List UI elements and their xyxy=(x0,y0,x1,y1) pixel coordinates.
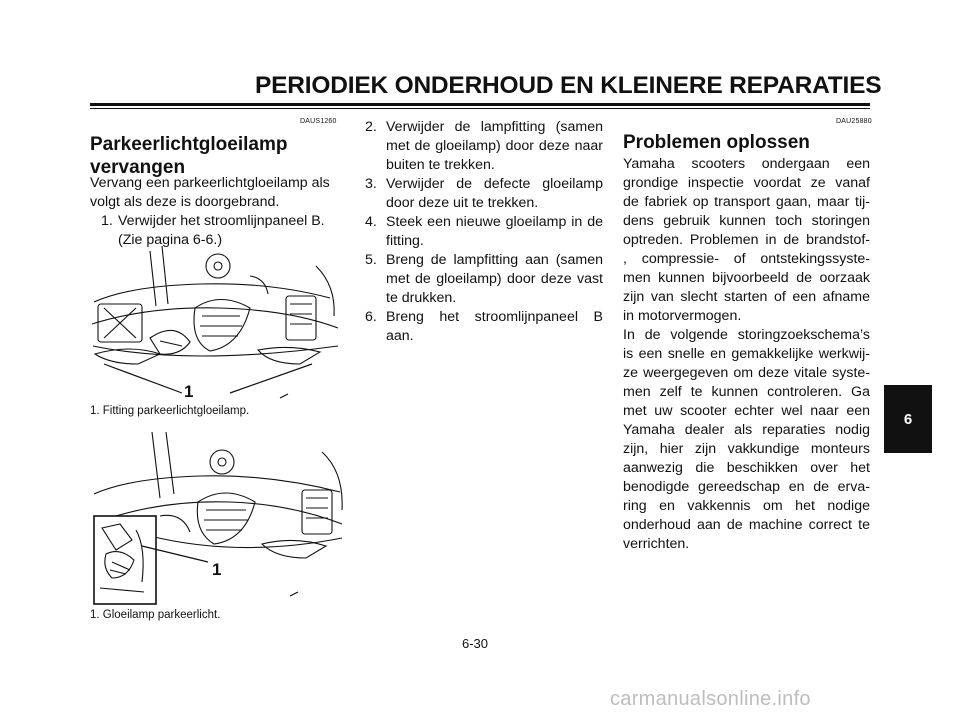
watermark: carmanualsonline.info xyxy=(610,688,811,710)
page-number: 6-30 xyxy=(462,636,489,651)
step5-line3: te drukken. xyxy=(386,290,457,306)
troubleshooting-line: zijn van slecht starten of een afname xyxy=(623,289,870,305)
step5-number: 5. xyxy=(365,252,377,268)
section-heading-left-line2: vervangen xyxy=(90,157,186,178)
intro-line1: Vervang een parkeerlichtgloeilamp als xyxy=(90,175,330,191)
figure2-caption: 1. Gloeilamp parkeerlicht. xyxy=(90,609,221,621)
troubleshooting-line: ring en vakkennis om het nodige xyxy=(623,498,870,514)
troubleshooting-line: , compressie- of ontstekingssyste- xyxy=(623,251,870,267)
step1-number: 1. xyxy=(101,213,113,229)
troubleshooting-line: zijn, hier zijn vakkundige monteurs xyxy=(623,441,870,457)
step2-number: 2. xyxy=(365,119,377,135)
figure2-callout: 1 xyxy=(212,560,222,579)
troubleshooting-line: in motorvermogen. xyxy=(623,308,742,324)
troubleshooting-line: Yamaha scooters ondergaan een xyxy=(623,156,870,172)
step5-line1: Breng de lampfitting aan (samen xyxy=(386,252,603,268)
step3-line2: door deze uit te trekken. xyxy=(386,195,539,211)
figure-parking-light-bulb xyxy=(90,432,350,607)
troubleshooting-line: aanwezig die beschikken over het xyxy=(623,460,870,476)
troubleshooting-line: In de volgende storingzoekschema’s xyxy=(623,327,870,343)
step6-number: 6. xyxy=(365,309,377,325)
troubleshooting-line: ze weergegeven om deze vitale syste- xyxy=(623,365,870,381)
step3 xyxy=(365,175,603,213)
header-rule-thin xyxy=(90,108,870,109)
step2-line3: buiten te trekken. xyxy=(386,157,495,173)
figure1-callout: 1 xyxy=(184,382,194,401)
troubleshooting-line: optreden. Problemen in de brandstof- xyxy=(623,232,870,248)
section-code-right: DAU25880 xyxy=(836,118,872,125)
header-rule xyxy=(90,103,870,106)
troubleshooting-line: is een snelle en gemakkelijke werkwij- xyxy=(623,346,870,362)
section-code-left: DAUS1260 xyxy=(300,118,337,125)
step6-line2: aan. xyxy=(386,328,414,344)
figure-parking-light-fitting xyxy=(90,246,340,404)
troubleshooting-line: men kunnen bijvoorbeeld de oorzaak xyxy=(623,270,870,286)
chapter-tab xyxy=(884,385,932,453)
step1-line1: Verwijder het stroomlijnpaneel B. xyxy=(118,213,325,229)
step2 xyxy=(365,118,603,175)
step1-line2: (Zie pagina 6-6.) xyxy=(118,232,223,248)
step4-line1: Steek een nieuwe gloeilamp in de xyxy=(386,214,603,230)
step4-number: 4. xyxy=(365,214,377,230)
figure1-caption: 1. Fitting parkeerlichtgloeilamp. xyxy=(90,405,250,417)
step6 xyxy=(365,308,603,346)
step3-line1: Verwijder de defecte gloeilamp xyxy=(386,176,603,192)
chapter-tab-label: 6 xyxy=(903,410,913,428)
troubleshooting-line: met uw scooter echter wel naar een xyxy=(623,403,870,419)
step5-line2: met de gloeilamp) door deze vast xyxy=(386,271,603,287)
intro-line2: volgt als deze is doorgebrand. xyxy=(90,194,280,210)
step4-line2: fitting. xyxy=(386,233,424,249)
step2-line1: Verwijder de lampfitting (samen xyxy=(386,119,603,135)
step2-line2: met de gloeilamp) door deze naar xyxy=(386,138,603,154)
section-heading-left-line1: Parkeerlichtgloeilamp xyxy=(90,134,288,155)
troubleshooting-paragraph xyxy=(623,155,870,554)
troubleshooting-line: Yamaha dealer als reparaties nodig xyxy=(623,422,870,438)
troubleshooting-line: onderhoud aan de machine correct te xyxy=(623,517,870,533)
troubleshooting-line: verrichten. xyxy=(623,536,690,552)
troubleshooting-line: grondige inspectie voordat ze vanaf xyxy=(623,175,870,191)
section-heading-right: Problemen oplossen xyxy=(623,132,810,153)
troubleshooting-line: dens gebruik kunnen toch storingen xyxy=(623,213,870,229)
page-header-title: PERIODIEK ONDERHOUD EN KLEINERE REPARATIES xyxy=(255,72,882,99)
step5 xyxy=(365,251,603,308)
step4 xyxy=(365,213,603,251)
step3-number: 3. xyxy=(365,176,377,192)
troubleshooting-line: men zelf te kunnen controleren. Ga xyxy=(623,384,870,400)
troubleshooting-line: de fabriek op transport gaan, maar tij- xyxy=(623,194,870,210)
step6-line1: Breng het stroomlijnpaneel B xyxy=(386,309,603,325)
troubleshooting-line: benodigde gereedschap en de erva- xyxy=(623,479,870,495)
